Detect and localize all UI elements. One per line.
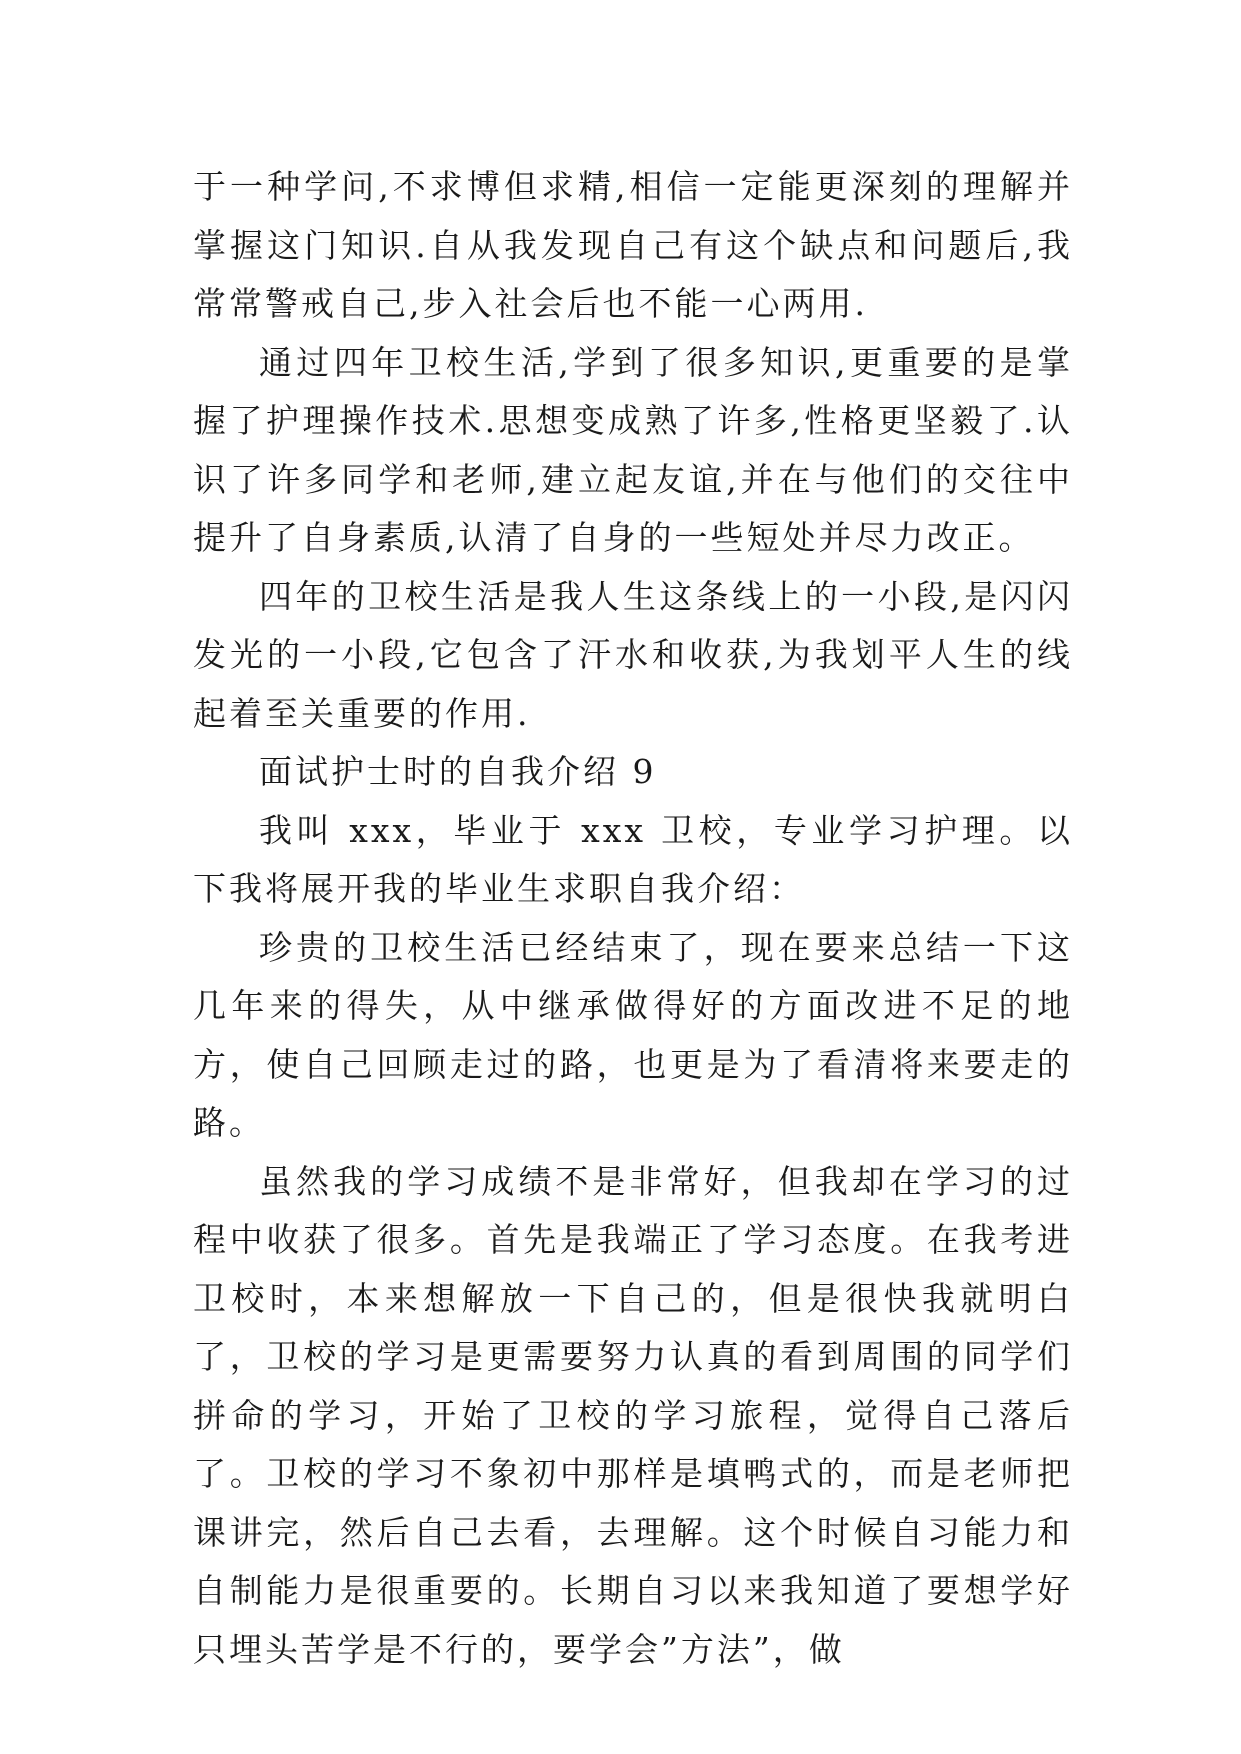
paragraph: 通过四年卫校生活,学到了很多知识,更重要的是掌握了护理操作技术.思想变成熟了许多,性格更坚毅了.认识了许多同学和老师,建立起友谊,并在与他们的交往中提升了自身素质,认清了自身的一些短处并尽力改正。 bbox=[193, 342, 1073, 557]
document-body bbox=[193, 158, 1073, 1679]
paragraph: 我叫 xxx，毕业于 xxx 卫校，专业学习护理。以下我将展开我的毕业生求职自我介绍： bbox=[193, 810, 1073, 908]
paragraph: 珍贵的卫校生活已经结束了，现在要来总结一下这几年来的得失，从中继承做得好的方面改进不足的地方，使自己回顾走过的路，也更是为了看清将来要走的路。 bbox=[193, 927, 1073, 1142]
paragraph: 于一种学问,不求博但求精,相信一定能更深刻的理解并掌握这门知识.自从我发现自己有这个缺点和问题后,我常常警戒自己,步入社会后也不能一心两用. bbox=[193, 167, 1073, 323]
paragraph: 虽然我的学习成绩不是非常好，但我却在学习的过程中收获了很多。首先是我端正了学习态度。在我考进卫校时，本来想解放一下自己的，但是很快我就明白了，卫校的学习是更需要努力认真的看到周围的同学们拼命的学习，开始了卫校的学习旅程，觉得自己落后了。卫校的学习不象初中那样是填鸭式的，而是老师把课讲完，然后自己去看，去理解。这个时候自习能力和自制能力是很重要的。长期自习以来我知道了要想学好只埋头苦学是不行的，要学会”方法”，做 bbox=[193, 1161, 1073, 1669]
paragraph: 四年的卫校生活是我人生这条线上的一小段,是闪闪发光的一小段,它包含了汗水和收获,为我划平人生的线起着至关重要的作用. bbox=[193, 576, 1073, 733]
section-heading: 面试护士时的自我介绍 9 bbox=[259, 752, 657, 791]
